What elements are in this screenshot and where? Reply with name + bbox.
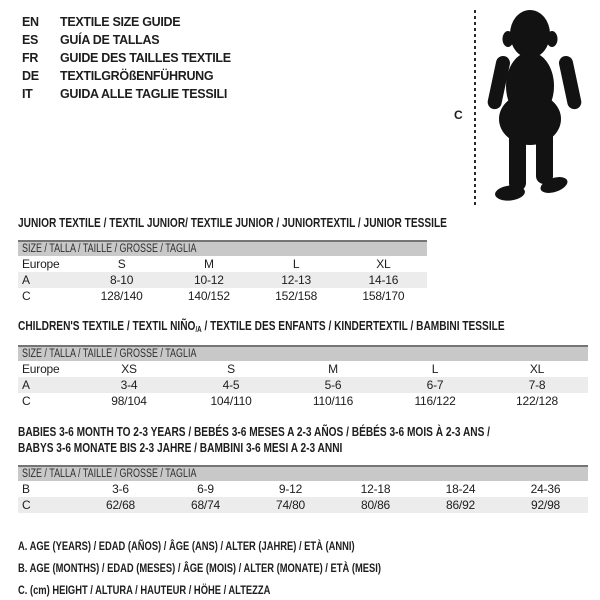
- height-measure-dashed-line: [474, 10, 476, 206]
- table-cell: C: [22, 289, 31, 303]
- junior-table-title-text: JUNIOR TEXTILE / TEXTIL JUNIOR/ TEXTILE JUNIOR / JUNIORTEXTIL / JUNIOR TESSILE: [18, 215, 447, 230]
- table-cell: 14-16: [368, 273, 399, 287]
- table-cell: A: [22, 378, 30, 392]
- babies-table-title-text: BABIES 3-6 MONTH TO 2-3 YEARS / BEBÉS 3-6 MESES A 2-3 AÑOS / BÉBÉS 3-6 MOIS À 2-3 ANS /: [18, 424, 490, 439]
- table-cell: 140/152: [187, 289, 230, 303]
- language-title: GUÍA DE TALLAS: [60, 33, 160, 47]
- table-cell: 116/122: [414, 394, 456, 408]
- title-subscript: /A: [195, 325, 202, 334]
- table-cell: S: [227, 362, 235, 376]
- children-table-title: [18, 318, 600, 333]
- table-cell: XS: [121, 362, 137, 376]
- size-header-bar: [18, 345, 588, 361]
- table-cell: 18-24: [445, 482, 476, 496]
- table-cell: 104/110: [210, 394, 252, 408]
- table-row-age: [18, 377, 588, 393]
- table-cell: M: [203, 257, 214, 271]
- baby-silhouette-icon: [483, 6, 586, 206]
- table-row-height: [18, 288, 427, 304]
- table-cell: XL: [376, 257, 391, 271]
- legend-text: B. AGE (MONTHS) / EDAD (MESES) / ÂGE (MOIS) / ALTER (MONATE) / ETÀ (MESI): [18, 561, 381, 575]
- table-cell: 8-10: [110, 273, 134, 287]
- legend-line-b: [18, 557, 483, 579]
- table-cell: 128/140: [100, 289, 143, 303]
- table-cell: M: [328, 362, 338, 376]
- junior-size-table: [18, 240, 427, 304]
- table-cell: 68/74: [190, 498, 221, 512]
- table-cell: C: [22, 394, 31, 408]
- legend-text: A. AGE (YEARS) / EDAD (AÑOS) / ÂGE (ANS) / ALTER (JAHRE) / ETÀ (ANNI): [18, 539, 355, 553]
- table-cell: S: [117, 257, 126, 271]
- table-cell: 6-9: [197, 482, 214, 496]
- legend: [18, 535, 483, 600]
- language-code: ES: [22, 33, 39, 47]
- table-cell: 9-12: [278, 482, 303, 496]
- table-cell: 7-8: [528, 378, 546, 392]
- language-row-de: [22, 67, 231, 85]
- language-list: [22, 13, 231, 103]
- table-cell: 158/170: [362, 289, 405, 303]
- table-cell: Europe: [22, 362, 60, 376]
- language-row-fr: [22, 49, 231, 67]
- table-cell: 12-18: [360, 482, 391, 496]
- table-cell: 122/128: [516, 394, 558, 408]
- language-row-it: [22, 85, 231, 103]
- table-cell: 4-5: [222, 378, 240, 392]
- table-cell: 62/68: [105, 498, 136, 512]
- table-cell: 74/80: [275, 498, 306, 512]
- table-cell: 86/92: [445, 498, 476, 512]
- table-cell: Europe: [22, 257, 60, 271]
- language-title: TEXTILE SIZE GUIDE: [60, 15, 181, 29]
- title-part: / TEXTILE DES ENFANTS / KINDERTEXTIL / BAMBINI TESSILE: [201, 318, 505, 333]
- table-cell: 10-12: [194, 273, 224, 287]
- language-row-es: [22, 31, 231, 49]
- table-row-europe: [18, 361, 588, 377]
- measure-label-c: C: [454, 108, 463, 122]
- table-cell: 6-7: [426, 378, 444, 392]
- legend-line-c: [18, 579, 483, 600]
- language-code: DE: [22, 69, 39, 83]
- size-header-label: SIZE / TALLA / TAILLE / GRÖSSE / TAGLIA: [22, 468, 197, 480]
- table-cell: 92/98: [530, 498, 561, 512]
- babies-table-title-line1: [18, 424, 600, 439]
- babies-size-table: [18, 465, 588, 513]
- table-cell: 152/158: [275, 289, 318, 303]
- title-part: CHILDREN'S TEXTILE / TEXTIL NIÑO: [18, 318, 196, 333]
- legend-line-a: [18, 535, 483, 557]
- size-header-bar: [18, 240, 427, 256]
- language-code: FR: [22, 51, 39, 65]
- size-header-bar: [18, 465, 588, 481]
- language-code: IT: [22, 87, 33, 101]
- children-table-title-text: [18, 318, 505, 337]
- table-row-months: [18, 481, 588, 497]
- table-cell: A: [22, 273, 30, 287]
- table-cell: 3-6: [112, 482, 129, 496]
- junior-table-title: [18, 215, 568, 230]
- children-size-table: [18, 345, 588, 409]
- language-title: TEXTILGRÖßENFÜHRUNG: [60, 69, 214, 83]
- table-row-height: [18, 497, 588, 513]
- table-cell: L: [292, 257, 300, 271]
- table-cell: 24-36: [530, 482, 561, 496]
- language-row-en: [22, 13, 231, 31]
- babies-table-title-text: BABYS 3-6 MONATE BIS 2-3 JAHRE / BAMBINI 3-6 MESI A 2-3 ANNI: [18, 440, 343, 455]
- language-title: GUIDE DES TAILLES TEXTILE: [60, 51, 231, 65]
- table-cell: XL: [529, 362, 545, 376]
- table-cell: 5-6: [324, 378, 342, 392]
- language-code: EN: [22, 15, 39, 29]
- table-cell: 3-4: [120, 378, 138, 392]
- table-row-europe: [18, 256, 427, 272]
- table-cell: B: [22, 482, 30, 496]
- table-cell: C: [22, 498, 31, 512]
- table-cell: 80/86: [360, 498, 391, 512]
- legend-text: C. (cm) HEIGHT / ALTURA / HAUTEUR / HÖHE / ALTEZZA: [18, 583, 271, 597]
- babies-table-title-line2: [18, 440, 434, 455]
- table-cell: 12-13: [281, 273, 311, 287]
- table-cell: L: [431, 362, 439, 376]
- table-row-height: [18, 393, 588, 409]
- table-cell: 110/116: [312, 394, 354, 408]
- table-cell: 98/104: [111, 394, 147, 408]
- language-title: GUIDA ALLE TAGLIE TESSILI: [60, 87, 228, 101]
- table-row-age: [18, 272, 427, 288]
- size-header-label: SIZE / TALLA / TAILLE / GRÖSSE / TAGLIA: [22, 348, 197, 360]
- size-header-label: SIZE / TALLA / TAILLE / GRÖSSE / TAGLIA: [22, 243, 197, 255]
